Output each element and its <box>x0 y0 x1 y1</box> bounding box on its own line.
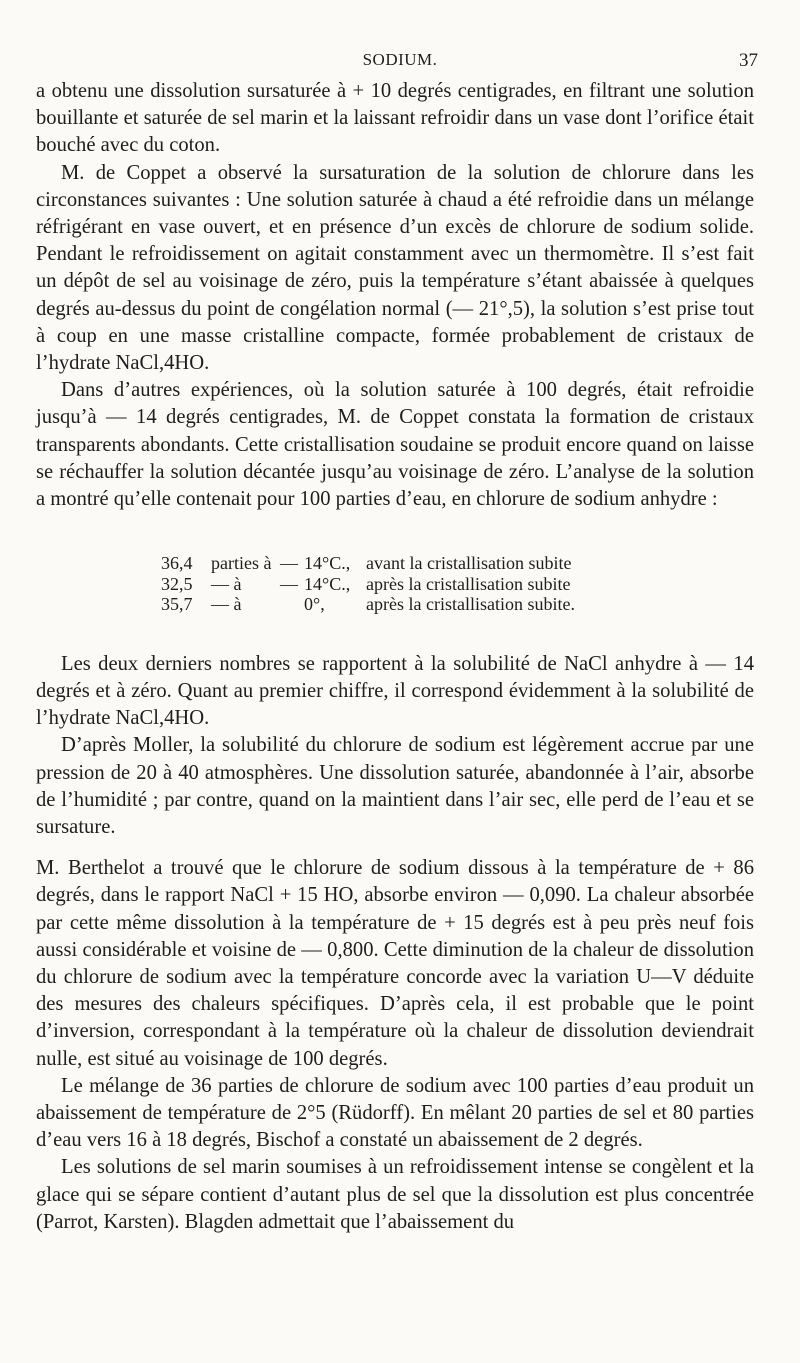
table-cell-note: avant la cristallisation subite <box>366 553 572 574</box>
table-cell-dash: — <box>280 573 298 594</box>
table-cell-word: parties à <box>211 553 272 574</box>
table-row <box>161 574 575 595</box>
paragraph: M. Berthelot a trouvé que le chlorure de sodium dissous à la température de + 86 degrés, dans le rapport NaCl + 15 HO, absorbe environ — 0,090. La chaleur absorbée par cette même dissolution à la température de + 15 degrés est à peu près neuf fois aussi considérable et voisine de — 0,800. Cette diminution de la chaleur de dissolution du chlorure de sodium avec la température concorde avec la variation U—V déduite des mesures des chaleurs spécifiques. D’après cela, il est probable que le point d’inversion, correspondant à la température où la chaleur de dissolution deviendrait nulle, est situé au voisinage de 100 degrés. <box>36 857 754 1070</box>
running-title: SODIUM. <box>362 50 438 69</box>
table-row <box>161 594 575 615</box>
table-cell-dash <box>274 594 304 615</box>
table-cell-value: 35,7 <box>161 594 193 615</box>
table-cell-temp: 14°C., <box>304 553 351 574</box>
table-cell-word: — à <box>211 573 242 594</box>
table-cell-temp: 14°C., <box>304 573 351 594</box>
paragraph: Les solutions de sel marin soumises à un refroidissement intense se congèlent et la glace qui se sépare contient d’autant plus de sel que la dissolution est plus concentrée (Parrot, Karsten). Blagden admettait que l’abaissement du <box>36 1156 754 1233</box>
solubility-table <box>161 553 575 615</box>
page-number: 37 <box>739 50 758 71</box>
paragraph: a obtenu une dissolution sursaturée à + 10 degrés centigrades, en filtrant une solution bouillante et saturée de sel marin et la laissant refroidir dans un vase dont l’orifice était bouché avec du coton. <box>36 80 754 157</box>
table-cell-value: 36,4 <box>161 553 193 574</box>
table-cell-dash: — <box>280 553 298 574</box>
paragraph: D’après Moller, la solubilité du chlorure de sodium est légèrement accrue par une pression de 20 à 40 atmosphères. Une dissolution saturée, abandonnée à l’air, absorbe de l’humidité ; par contre, quand on la maintient dans l’air sec, elle perd de l’eau et se sursature. <box>36 734 754 838</box>
table-cell-value: 32,5 <box>161 573 193 594</box>
paragraph: Les deux derniers nombres se rapportent à la solubilité de NaCl anhydre à — 14 degrés et à zéro. Quant au premier chiffre, il correspond évidemment à la solubilité de l’hydrate NaCl,4HO. <box>36 652 754 730</box>
running-header <box>0 50 800 74</box>
table-cell-temp: 0°, <box>304 594 325 615</box>
table-cell-note: après la cristallisation subite <box>366 573 571 594</box>
table-cell-word: — à <box>211 594 242 615</box>
paragraph: M. de Coppet a observé la sursaturation de la solution de chlorure dans les circonstances suivantes : Une solution saturée à chaud a été refroidie dans un mélange réfrigérant en vase ouvert, et en présence d’un excès de chlorure de sodium solide. Pendant le refroidissement on agitait constamment avec un thermomètre. Il s’est fait un dépôt de sel au voisinage de zéro, puis la température s’étant abaissée à quelques degrés au-dessus du point de congélation normal (— 21°,5), la solution s’est prise tout à coup en une masse cristalline compacte, formée probablement de cristaux de l’hydrate NaCl,4HO. <box>36 161 754 375</box>
page-body <box>36 78 754 1236</box>
table-cell-note: après la cristallisation subite. <box>366 594 575 615</box>
table-row <box>161 553 575 574</box>
paragraph: Le mélange de 36 parties de chlorure de sodium avec 100 parties d’eau produit un abaissement de température de 2°5 (Rüdorff). En mêlant 20 parties de sel et 80 parties d’eau vers 16 à 18 degrés, Bischof a constaté un abaissement de 2 degrés. <box>36 1074 754 1152</box>
paragraph: Dans d’autres expériences, où la solution saturée à 100 degrés, était refroidie jusqu’à — 14 degrés centigrades, M. de Coppet constata la formation de cristaux transparents abondants. Cette cristallisation soudaine se produit encore quand on laisse se réchauffer la solution décantée jusqu’au voisinage de zéro. L’analyse de la solution a montré qu’elle contenait pour 100 parties d’eau, en chlorure de sodium anhydre : <box>36 379 754 511</box>
